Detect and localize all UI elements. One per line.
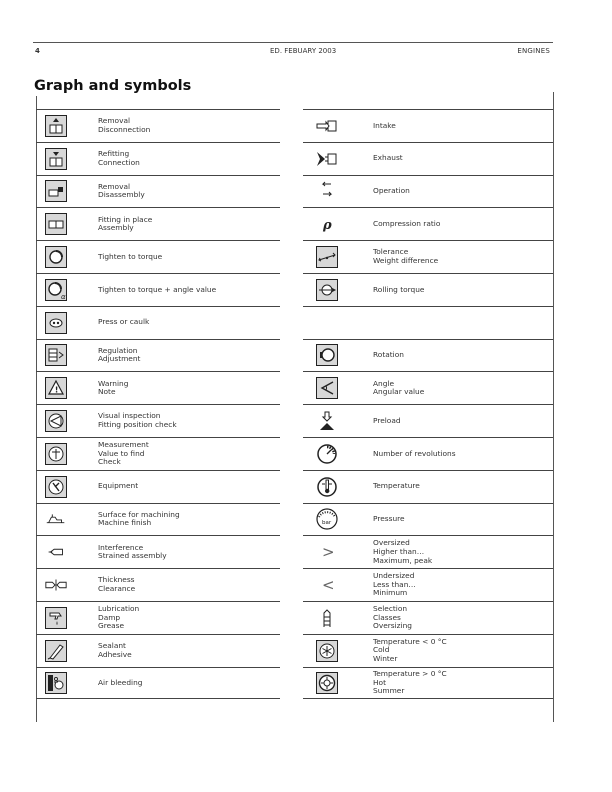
svg-text:bar: bar: [322, 520, 332, 527]
empty-icon-slot: [313, 312, 341, 334]
machining-icon: [44, 508, 68, 530]
cold-icon: [313, 640, 341, 662]
symbol-row: [303, 273, 553, 306]
symbol-row: [303, 404, 553, 437]
symbol-label: Lubrication Damp Grease: [98, 603, 140, 631]
symbol-label: Rolling torque: [373, 284, 425, 294]
symbol-row: [36, 437, 280, 470]
sealant-icon: [44, 640, 68, 662]
symbol-label: Visual inspection Fitting position check: [98, 411, 177, 430]
symbol-row: [36, 339, 280, 372]
symbol-label: Intake: [373, 120, 396, 130]
symbol-row: [303, 535, 553, 568]
edition-label: ED. FEBUARY 2003: [270, 47, 337, 55]
regulation-icon: [44, 344, 68, 366]
symbol-label: Thickness Clearance: [98, 575, 136, 594]
symbol-row: [303, 306, 553, 339]
symbol-label: Operation: [373, 186, 410, 196]
symbol-label: Tolerance Weight difference: [373, 247, 439, 266]
symbol-label: Pressure: [373, 514, 405, 524]
measurement-icon: [44, 443, 68, 465]
symbol-label: Selection Classes Oversizing: [373, 603, 412, 631]
symbol-label: Temperature < 0 °C Cold Winter: [373, 636, 447, 663]
intake-icon: [313, 115, 341, 137]
compression-ratio-icon: [313, 213, 341, 235]
symbol-row: [303, 240, 553, 273]
symbol-label: Temperature: [373, 481, 420, 491]
symbol-row: [303, 371, 553, 404]
symbol-label: Surface for machining Machine finish: [98, 509, 180, 528]
symbol-row: [303, 437, 553, 470]
symbol-row: [303, 142, 553, 175]
symbol-label: Removal Disconnection: [98, 116, 151, 134]
symbol-label: Oversized Higher than… Maximum, peak: [373, 538, 433, 565]
page-title: Graph and symbols: [34, 78, 192, 94]
hot-icon: [313, 672, 341, 694]
symbol-row: [303, 601, 553, 634]
symbol-label: Tighten to torque: [98, 251, 163, 261]
symbol-row: [303, 667, 553, 700]
symbol-row: [36, 371, 280, 404]
rotation-icon: [313, 344, 341, 366]
right-margin-rule: [553, 92, 554, 722]
symbol-label: Air bleeding: [98, 677, 143, 687]
pressure-icon: [313, 508, 341, 530]
symbol-label: Tighten to torque + angle value: [98, 284, 217, 294]
symbol-row: [36, 142, 280, 175]
symbol-row: [303, 207, 553, 240]
symbol-row: [303, 109, 553, 142]
symbol-row: [303, 339, 553, 372]
symbol-row: [36, 568, 280, 601]
symbol-row: [36, 601, 280, 634]
revolutions-icon: [313, 443, 341, 465]
header-rule: [33, 42, 553, 43]
symbol-row: [36, 470, 280, 503]
symbol-row: [36, 503, 280, 536]
symbol-label: Regulation Adjustment: [98, 345, 141, 364]
symbol-row: [303, 175, 553, 208]
svg-text:α: α: [61, 292, 66, 301]
symbol-row: [303, 634, 553, 667]
page-number: 4: [35, 47, 40, 55]
symbol-row: [303, 503, 553, 536]
selection-icon: [313, 607, 341, 629]
symbol-label: Interference Strained assembly: [98, 542, 167, 561]
symbol-row: [36, 667, 280, 700]
symbol-label: Preload: [373, 415, 401, 425]
preload-icon: [313, 410, 341, 432]
exhaust-icon: [313, 148, 341, 170]
rolling-torque-icon: [313, 279, 341, 301]
symbol-label: Rotation: [373, 350, 404, 360]
symbol-label: Exhaust: [373, 153, 403, 163]
symbol-label: Sealant Adhesive: [98, 641, 132, 659]
thickness-icon: [44, 574, 68, 596]
symbol-label: Compression ratio: [373, 218, 441, 228]
symbol-label: Press or caulk: [98, 317, 150, 327]
temperature-icon: [313, 476, 341, 498]
symbol-label: Equipment: [98, 481, 139, 491]
symbol-row: [36, 207, 280, 240]
svg-text:ρ: ρ: [323, 218, 332, 234]
press-caulk-icon: [44, 312, 68, 334]
symbol-row: [36, 404, 280, 437]
warning-icon: [44, 377, 68, 399]
left-symbol-column: [36, 109, 280, 699]
torque-angle-icon: [44, 279, 68, 301]
symbol-label: Removal Disassembly: [98, 181, 145, 200]
symbol-row: [36, 109, 280, 142]
symbol-label: Number of revolutions: [373, 448, 456, 458]
symbol-row: [36, 175, 280, 208]
refitting-icon: [44, 148, 68, 170]
less-than-icon: [313, 574, 341, 596]
angle-icon: [313, 377, 341, 399]
lubrication-icon: [44, 607, 68, 629]
interference-icon: [44, 541, 68, 563]
symbol-label: Warning Note: [98, 378, 129, 397]
symbol-row: [36, 240, 280, 273]
svg-text:!: !: [54, 385, 59, 395]
visual-inspection-icon: [44, 410, 68, 432]
symbol-label: Fitting in place Assembly: [98, 214, 153, 233]
equipment-icon: [44, 476, 68, 498]
symbol-row: [303, 470, 553, 503]
section-label: ENGINES: [517, 47, 550, 55]
greater-than-icon: [313, 541, 341, 563]
disassembly-icon: [44, 180, 68, 202]
removal-icon: [44, 115, 68, 137]
symbol-row: [36, 634, 280, 667]
symbol-label: Angle Angular value: [373, 378, 425, 397]
symbol-row: [36, 273, 280, 306]
symbol-label: Measurement Value to find Check: [98, 439, 149, 467]
right-symbol-column: [303, 109, 553, 699]
air-bleeding-icon: [44, 672, 68, 694]
symbol-row: [36, 535, 280, 568]
operation-icon: [313, 180, 341, 202]
symbol-label: Refitting Connection: [98, 149, 140, 167]
symbol-label: Temperature > 0 °C Hot Summer: [373, 669, 447, 696]
symbol-row: [303, 568, 553, 601]
svg-text:<: <: [322, 576, 335, 595]
torque-icon: [44, 246, 68, 268]
symbol-label: Undersized Less than… Minimum: [373, 571, 416, 598]
assembly-icon: [44, 213, 68, 235]
symbol-row: [36, 306, 280, 339]
svg-text:>: >: [322, 543, 335, 562]
tolerance-icon: [313, 246, 341, 268]
